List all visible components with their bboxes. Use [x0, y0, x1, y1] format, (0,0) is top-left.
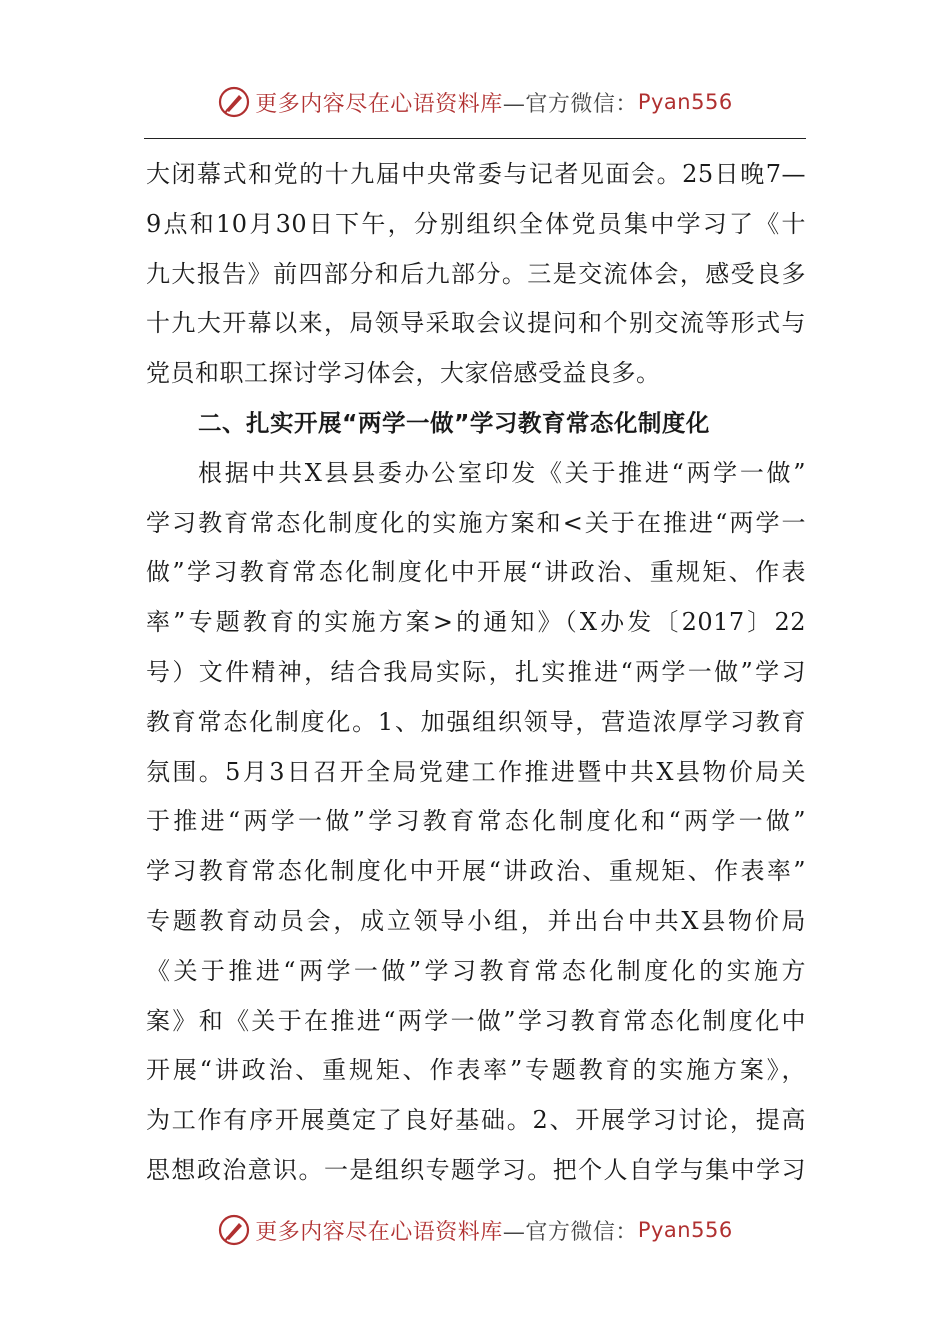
text-line: 大闭幕式和党的十九届中央常委与记者见面会。25日晚7— [146, 160, 806, 188]
header-rule [144, 138, 806, 139]
text-line: 学习教育常态化制度化中开展“讲政治、重规矩、作表率” [146, 857, 806, 886]
text-line: 学习教育常态化制度化的实施方案和<关于在推进“两学一 [146, 508, 806, 537]
text-line: 开展“讲政治、重规矩、作表率”专题教育的实施方案》， [146, 1056, 806, 1085]
banner-title: 更多内容尽在心语资料库 [255, 91, 503, 117]
text-line: 九大报告》前四部分和后九部分。三是交流体会，感受良多 [146, 259, 806, 288]
text-line: 根据中共X县县委办公室印发《关于推进“两学一做” [198, 458, 806, 487]
pen-circle-logo-icon [217, 1213, 251, 1247]
banner-wechat-id: Pyan556 [637, 90, 733, 114]
banner-title: 更多内容尽在心语资料库 [255, 1219, 503, 1245]
text-line: 十九大开幕以来，局领导采取会议提问和个别交流等形式与 [146, 309, 806, 338]
footer-banner [0, 1210, 950, 1250]
text-line: 思想政治意识。一是组织专题学习。把个人自学与集中学习 [146, 1155, 806, 1184]
section-heading: 二、扎实开展“两学一做”学习教育常态化制度化 [198, 408, 710, 437]
document-body [146, 150, 806, 1196]
text-line: 做”学习教育常态化制度化中开展“讲政治、重规矩、作表 [146, 558, 806, 587]
header-banner [0, 82, 950, 122]
text-line: 氛围。5月3日召开全局党建工作推进暨中共X县物价局关 [146, 757, 806, 786]
banner-separator: —官方微信： [502, 1219, 638, 1245]
text-line: 《关于推进“两学一做”学习教育常态化制度化的实施方 [146, 956, 806, 985]
pen-circle-logo-icon [217, 85, 251, 119]
banner-wechat-id: Pyan556 [637, 1218, 733, 1242]
text-line: 专题教育动员会，成立领导小组，并出台中共X县物价局 [146, 906, 806, 935]
text-line: 案》和《关于在推进“两学一做”学习教育常态化制度化中 [146, 1006, 806, 1035]
text-line: 教育常态化制度化。1、加强组织领导，营造浓厚学习教育 [146, 707, 806, 736]
text-line: 号）文件精神，结合我局实际，扎实推进“两学一做”学习 [146, 657, 806, 686]
text-line: 于推进“两学一做”学习教育常态化制度化和“两学一做” [146, 807, 806, 836]
text-line: 9点和10月30日下午，分别组织全体党员集中学习了《十 [146, 209, 806, 238]
text-line: 党员和职工探讨学习体会，大家倍感受益良多。 [146, 359, 661, 388]
text-line: 为工作有序开展奠定了良好基础。2、开展学习讨论，提高 [146, 1106, 806, 1135]
text-line: 率”专题教育的实施方案>的通知》（X办发〔2017〕22 [146, 608, 806, 637]
banner-separator: —官方微信： [502, 91, 638, 117]
